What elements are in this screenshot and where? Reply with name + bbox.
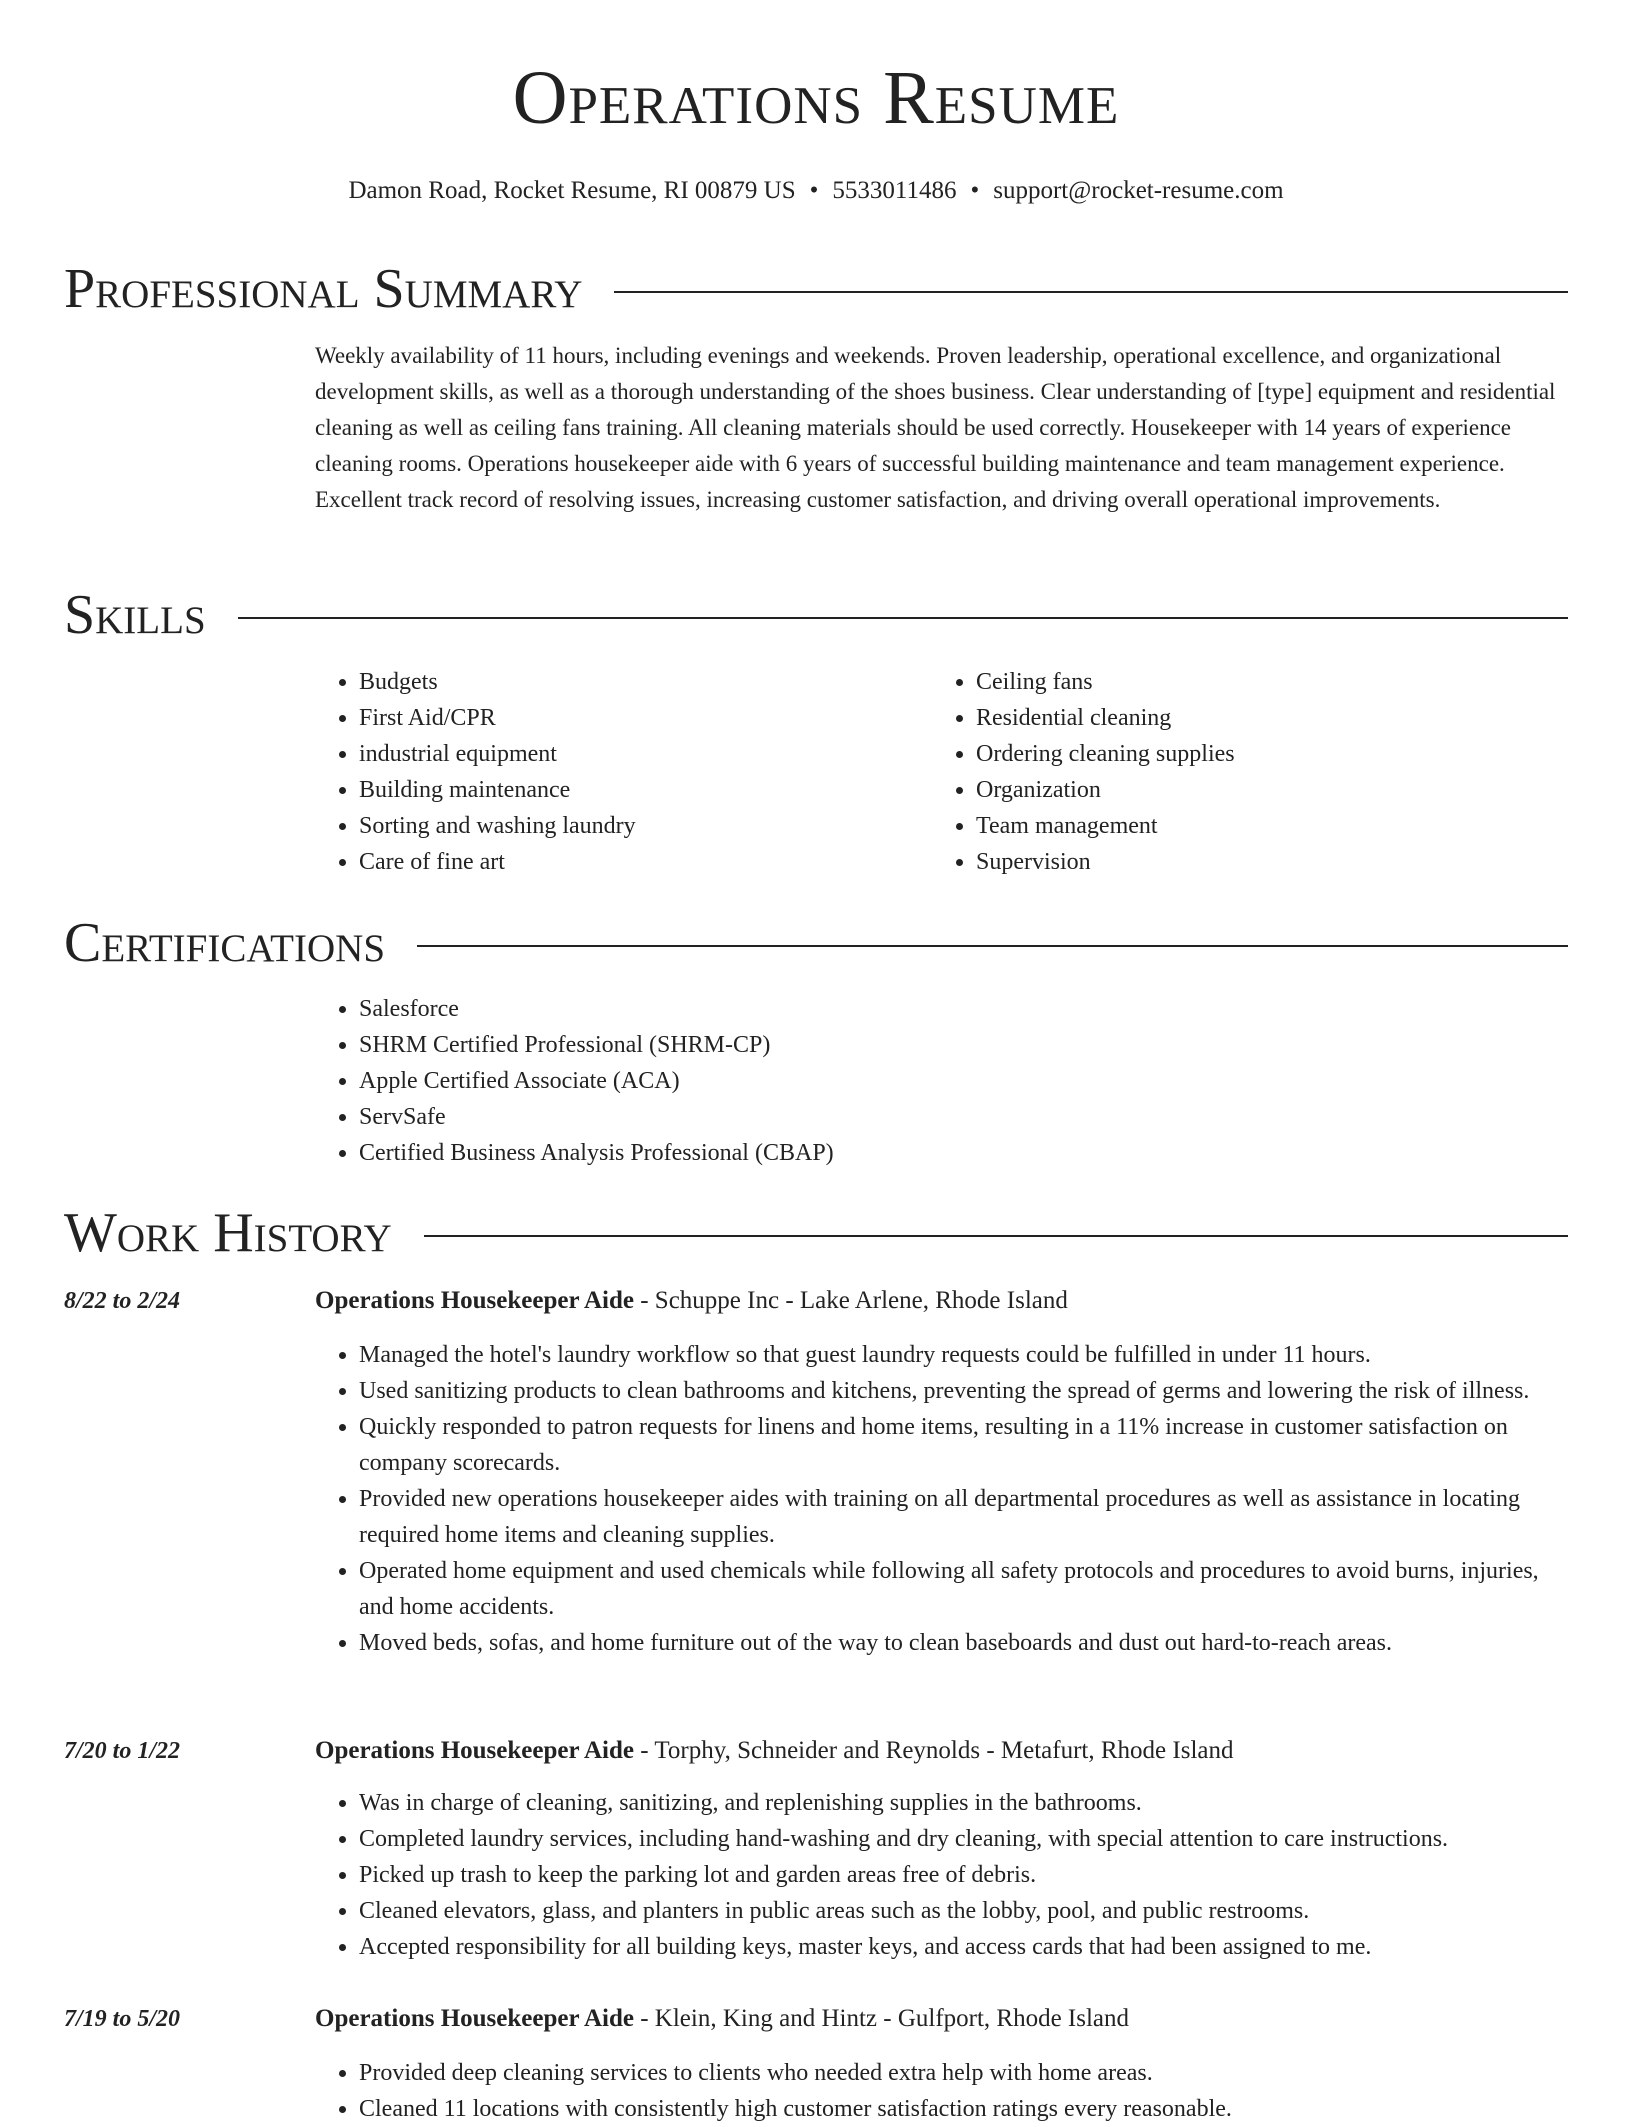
job-bullet: • Managed the hotel's laundry workflow so that guest laundry requests could be fulfilled in under 11 hours. (359, 1337, 1568, 1373)
skills-column-left (315, 664, 636, 880)
section-title-skills: Skills (64, 584, 206, 646)
contact-address: Damon Road, Rocket Resume, RI 00879 US (348, 177, 796, 204)
contact-line (0, 176, 1632, 206)
job-headline (315, 2001, 1568, 2037)
job-dates: 7/20 to 1/22 (64, 1738, 181, 1764)
section-header-summary (64, 258, 1568, 320)
section-divider (614, 291, 1568, 293)
contact-phone: 5533011486 (832, 177, 957, 204)
job-bullet: • Provided deep cleaning services to clients who needed extra help with home areas. (359, 2055, 1568, 2091)
section-divider (424, 1235, 1568, 1237)
skill-item: • First Aid/CPR (359, 700, 636, 736)
certification-item: • Certified Business Analysis Professional (CBAP) (359, 1135, 834, 1171)
section-title-summary: Professional Summary (64, 258, 583, 320)
job-title: Operations Housekeeper Aide (315, 1737, 634, 1764)
section-title-certifications: Certifications (64, 912, 386, 974)
job-bullet: • Moved beds, sofas, and home furniture out of the way to clean baseboards and dust out hard-to-reach areas. (359, 1625, 1568, 1661)
skill-item: • Supervision (976, 844, 1235, 880)
section-header-certifications (64, 912, 1568, 974)
skills-column-right (932, 664, 1235, 880)
job-headline (315, 1733, 1568, 1769)
section-title-work-history: Work History (64, 1202, 392, 1264)
skill-item: • Organization (976, 772, 1235, 808)
job-bullet: • Provided new operations housekeeper aides with training on all departmental procedures as well as assistance in locating required home items and cleaning supplies. (359, 1481, 1568, 1553)
job-bullet: • Operated home equipment and used chemicals while following all safety protocols and procedures to avoid burns, injuries, and home accidents. (359, 1553, 1568, 1625)
skill-item: • Ceiling fans (976, 664, 1235, 700)
job-bullets (315, 1785, 1568, 1965)
skill-item: • Sorting and washing laundry (359, 808, 636, 844)
job-employer: - Torphy, Schneider and Reynolds - Metafurt, Rhode Island (633, 1737, 1234, 1764)
skill-item: • Ordering cleaning supplies (976, 736, 1235, 772)
skill-item: • Building maintenance (359, 772, 636, 808)
job-title: Operations Housekeeper Aide (315, 2005, 634, 2032)
job-bullet: • Accepted responsibility for all building keys, master keys, and access cards that had been assigned to me. (359, 1929, 1568, 1965)
job-bullet: • Picked up trash to keep the parking lot and garden areas free of debris. (359, 1857, 1568, 1893)
certification-item: • SHRM Certified Professional (SHRM-CP) (359, 1027, 834, 1063)
certifications-list (315, 991, 834, 1171)
section-divider (417, 945, 1568, 947)
summary-text: Weekly availability of 11 hours, including evenings and weekends. Proven leadership, operational excellence, and organizational development skills, as well as a thorough understanding of the shoes business. Clear understanding of [type] equipment and residential cleaning as well as ceiling fans training. All cleaning materials should be used correctly. Housekeeper with 14 years of experience cleaning rooms. Operations housekeeper aide with 6 years of successful building maintenance and team management experience. Excellent track record of resolving issues, increasing customer satisfaction, and driving overall operational improvements. (315, 343, 1556, 512)
job-bullet: • Used sanitizing products to clean bathrooms and kitchens, preventing the spread of germs and lowering the risk of illness. (359, 1373, 1568, 1409)
job-bullet: • Quickly responded to patron requests for linens and home items, resulting in a 11% increase in customer satisfaction on company scorecards. (359, 1409, 1568, 1481)
page-title: Operations Resume (512, 56, 1120, 140)
job-bullet: • Cleaned elevators, glass, and planters in public areas such as the lobby, pool, and public restrooms. (359, 1893, 1568, 1929)
job-employer: - Schuppe Inc - Lake Arlene, Rhode Island (633, 1287, 1068, 1314)
certification-item: • Salesforce (359, 991, 834, 1027)
job-employer: - Klein, King and Hintz - Gulfport, Rhode Island (633, 2005, 1130, 2032)
job-bullets (315, 1337, 1568, 1661)
contact-separator: • (809, 177, 819, 204)
skill-item: • industrial equipment (359, 736, 636, 772)
job-bullets (315, 2055, 1568, 2127)
section-divider (238, 617, 1568, 619)
certification-item: • Apple Certified Associate (ACA) (359, 1063, 834, 1099)
job-bullet: • Completed laundry services, including hand-washing and dry cleaning, with special attention to care instructions. (359, 1821, 1568, 1857)
contact-separator: • (970, 177, 980, 204)
job-title: Operations Housekeeper Aide (315, 1287, 634, 1314)
contact-email: support@rocket-resume.com (993, 177, 1284, 204)
job-dates: 8/22 to 2/24 (64, 1288, 181, 1314)
skill-item: • Care of fine art (359, 844, 636, 880)
skill-item: • Team management (976, 808, 1235, 844)
job-dates: 7/19 to 5/20 (64, 2006, 181, 2032)
skill-item: • Budgets (359, 664, 636, 700)
section-header-skills (64, 584, 1568, 646)
job-bullet: • Cleaned 11 locations with consistently high customer satisfaction ratings every reasonable. (359, 2091, 1568, 2127)
job-bullet: • Was in charge of cleaning, sanitizing, and replenishing supplies in the bathrooms. (359, 1785, 1568, 1821)
skill-item: • Residential cleaning (976, 700, 1235, 736)
certification-item: • ServSafe (359, 1099, 834, 1135)
section-header-work-history (64, 1202, 1568, 1264)
job-headline (315, 1283, 1568, 1319)
